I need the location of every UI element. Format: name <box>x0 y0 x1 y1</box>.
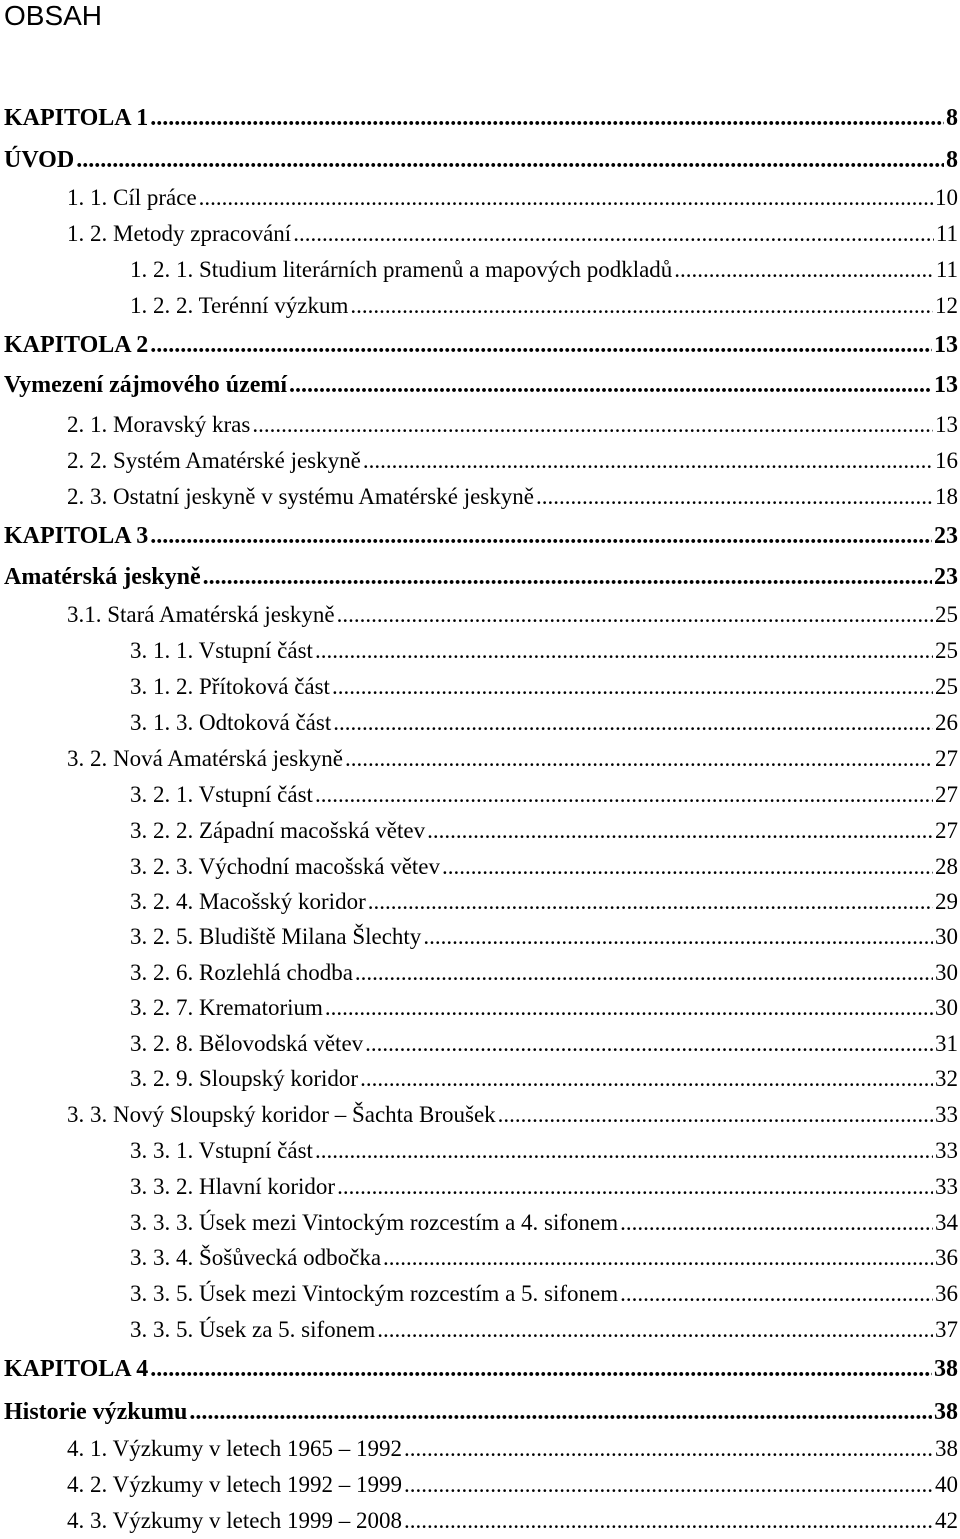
toc-entry-label: 3. 3. 4. Šošůvecká odbočka <box>130 1245 382 1270</box>
toc-entry-page-number: 11 <box>935 221 958 246</box>
toc-entry[interactable] <box>130 255 958 285</box>
toc-entry-page-number: 25 <box>935 638 958 663</box>
toc-entry-label: 3. 1. 1. Vstupní část <box>130 638 313 663</box>
toc-entry-page-number: 40 <box>935 1472 958 1497</box>
toc-entry-page-number: 18 <box>935 484 958 509</box>
toc-entry-page-number: 27 <box>935 746 958 771</box>
toc-entry[interactable] <box>130 887 958 917</box>
toc-entry-label: 3. 2. 5. Bludiště Milana Šlechty <box>130 924 422 949</box>
toc-entry[interactable] <box>4 521 958 551</box>
toc-entry-page-number: 25 <box>935 674 958 699</box>
toc-entry[interactable] <box>130 993 958 1023</box>
toc-entry[interactable] <box>67 446 958 476</box>
toc-entry-label: 3. 3. 5. Úsek mezi Vintockým rozcestím a 5. sifonem <box>130 1281 619 1306</box>
toc-entry[interactable] <box>130 291 958 321</box>
dot-leader <box>293 219 934 249</box>
toc-entry-label: 1. 2. 1. Studium literárních pramenů a mapových podkladů <box>130 257 673 282</box>
toc-entry-label: 2. 1. Moravský kras <box>67 412 251 437</box>
toc-entry[interactable] <box>4 103 958 133</box>
toc-entry-label: 4. 3. Výzkumy v letech 1999 – 2008 <box>67 1508 402 1533</box>
toc-entry-label: 3. 3. 2. Hlavní koridor <box>130 1174 336 1199</box>
toc-entry[interactable] <box>4 370 958 400</box>
toc-entry-page-number: 30 <box>935 960 958 985</box>
toc-entry-page-number: 28 <box>935 854 958 879</box>
dot-leader <box>150 103 944 133</box>
toc-entry-page-number: 27 <box>935 782 958 807</box>
dot-leader <box>337 1172 933 1202</box>
dot-leader <box>365 1029 933 1059</box>
toc-entry-label: 3. 2. 4. Macošský koridor <box>130 889 366 914</box>
toc-entry[interactable] <box>130 816 958 846</box>
toc-entry[interactable] <box>67 1434 958 1464</box>
dot-leader <box>620 1208 933 1238</box>
dot-leader <box>368 887 933 917</box>
toc-entry-label: ÚVOD <box>4 147 75 173</box>
toc-entry[interactable] <box>67 482 958 512</box>
toc-entry-label: 3. 3. 3. Úsek mezi Vintockým rozcestím a 4. sifonem <box>130 1210 619 1235</box>
dot-leader <box>150 521 932 551</box>
toc-entry-label: 3.1. Stará Amatérská jeskyně <box>67 602 335 627</box>
dot-leader <box>315 1136 933 1166</box>
toc-entry[interactable] <box>130 708 958 738</box>
toc-entry-label: 3. 2. 6. Rozlehlá chodba <box>130 960 353 985</box>
toc-entry[interactable] <box>67 1100 958 1130</box>
dot-leader <box>337 600 933 630</box>
dot-leader <box>404 1470 933 1500</box>
toc-entry-page-number: 33 <box>935 1102 958 1127</box>
dot-leader <box>150 330 932 360</box>
dot-leader <box>189 1397 932 1427</box>
dot-leader <box>404 1506 933 1536</box>
toc-entry-label: 3. 2. 2. Západní macošská větev <box>130 818 426 843</box>
dot-leader <box>315 780 933 810</box>
toc-entry-page-number: 26 <box>935 710 958 735</box>
toc-entry[interactable] <box>130 780 958 810</box>
toc-entry-page-number: 38 <box>934 1399 958 1425</box>
toc-entry[interactable] <box>67 1470 958 1500</box>
dot-leader <box>345 744 933 774</box>
dot-leader <box>199 183 933 213</box>
toc-entry[interactable] <box>130 958 958 988</box>
toc-entry-page-number: 38 <box>934 1356 958 1382</box>
toc-entry-page-number: 32 <box>935 1066 958 1091</box>
dot-leader <box>350 291 933 321</box>
dot-leader <box>203 562 932 592</box>
page-title: OBSAH <box>4 0 103 31</box>
dot-leader <box>315 636 933 666</box>
toc-entry[interactable] <box>67 410 958 440</box>
toc-entry[interactable] <box>130 1064 958 1094</box>
toc-entry-page-number: 16 <box>935 448 958 473</box>
toc-entry-label: 3. 2. 3. Východní macošská větev <box>130 854 441 879</box>
toc-entry[interactable] <box>130 922 958 952</box>
toc-entry-label: KAPITOLA 1 <box>4 105 149 131</box>
dot-leader <box>150 1354 932 1384</box>
toc-entry-label: 3. 1. 2. Přítoková část <box>130 674 330 699</box>
toc-entry-page-number: 30 <box>935 995 958 1020</box>
toc-entry[interactable] <box>130 852 958 882</box>
toc-entry-page-number: 30 <box>935 924 958 949</box>
toc-entry[interactable] <box>67 1506 958 1536</box>
toc-entry-label: 2. 2. Systém Amatérské jeskyně <box>67 448 361 473</box>
toc-entry[interactable] <box>67 600 958 630</box>
toc-entry[interactable] <box>130 636 958 666</box>
toc-entry-page-number: 10 <box>935 185 958 210</box>
toc-entry-label: 4. 1. Výzkumy v letech 1965 – 1992 <box>67 1436 402 1461</box>
dot-leader <box>423 922 933 952</box>
toc-entry-page-number: 42 <box>935 1508 958 1533</box>
toc-entry-label: 3. 2. Nová Amatérská jeskyně <box>67 746 343 771</box>
toc-entry-label: 3. 3. 5. Úsek za 5. sifonem <box>130 1317 376 1342</box>
toc-entry[interactable] <box>4 1354 958 1384</box>
toc-entry[interactable] <box>4 330 958 360</box>
toc-entry-label: 4. 2. Výzkumy v letech 1992 – 1999 <box>67 1472 402 1497</box>
toc-entry-page-number: 29 <box>935 889 958 914</box>
toc-entry-label: 1. 2. Metody zpracování <box>67 221 292 246</box>
dot-leader <box>383 1243 933 1273</box>
toc-entry-page-number: 25 <box>935 602 958 627</box>
toc-entry-page-number: 23 <box>934 523 958 549</box>
toc-entry-page-number: 31 <box>935 1031 958 1056</box>
toc-entry-label: 1. 2. 2. Terénní výzkum <box>130 293 349 318</box>
dot-leader <box>377 1315 933 1345</box>
toc-entry-label: Vymezení zájmového území <box>4 372 288 398</box>
toc-entry[interactable] <box>67 744 958 774</box>
toc-entry-page-number: 23 <box>934 564 958 590</box>
toc-entry-label: Historie výzkumu <box>4 1399 188 1425</box>
toc-entry-page-number: 8 <box>946 147 958 173</box>
dot-leader <box>289 370 932 400</box>
toc-entry-page-number: 8 <box>946 105 958 131</box>
toc-entry-page-number: 36 <box>935 1281 958 1306</box>
toc-entry-label: 3. 2. 7. Krematorium <box>130 995 323 1020</box>
dot-leader <box>620 1279 933 1309</box>
toc-entry-page-number: 12 <box>935 293 958 318</box>
toc-entry-page-number: 33 <box>935 1138 958 1163</box>
toc-entry[interactable] <box>130 672 958 702</box>
toc-entry[interactable] <box>4 562 958 592</box>
toc-entry[interactable] <box>130 1136 958 1166</box>
toc-entry-page-number: 37 <box>935 1317 958 1342</box>
toc-entry-label: 3. 2. 8. Bělovodská větev <box>130 1031 364 1056</box>
dot-leader <box>325 993 933 1023</box>
toc-entry-page-number: 36 <box>935 1245 958 1270</box>
toc-entry[interactable] <box>130 1315 958 1345</box>
dot-leader <box>674 255 934 285</box>
toc-entry-page-number: 27 <box>935 818 958 843</box>
toc-entry-page-number: 34 <box>935 1210 958 1235</box>
toc-entry-label: KAPITOLA 4 <box>4 1356 149 1382</box>
toc-entry-page-number: 13 <box>934 332 958 358</box>
toc-entry-page-number: 13 <box>935 412 958 437</box>
toc-entry[interactable] <box>67 219 958 249</box>
toc-entry[interactable] <box>130 1172 958 1202</box>
toc-entry[interactable] <box>130 1208 958 1238</box>
dot-leader <box>252 410 933 440</box>
dot-leader <box>363 446 933 476</box>
toc-entry-label: 3. 2. 1. Vstupní část <box>130 782 313 807</box>
toc-entry-label: KAPITOLA 3 <box>4 523 149 549</box>
dot-leader <box>332 672 933 702</box>
toc-entry-label: 3. 2. 9. Sloupský koridor <box>130 1066 359 1091</box>
dot-leader <box>333 708 933 738</box>
toc-entry-page-number: 38 <box>935 1436 958 1461</box>
toc-entry-label: 2. 3. Ostatní jeskyně v systému Amatérské jeskyně <box>67 484 534 509</box>
toc-entry-label: 3. 3. Nový Sloupský koridor – Šachta Broušek <box>67 1102 496 1127</box>
dot-leader <box>536 482 933 512</box>
toc-entry[interactable] <box>4 145 958 175</box>
dot-leader <box>442 852 933 882</box>
toc-entry[interactable] <box>130 1279 958 1309</box>
dot-leader <box>360 1064 933 1094</box>
toc-entry-label: 3. 3. 1. Vstupní část <box>130 1138 313 1163</box>
toc-entry[interactable] <box>67 183 958 213</box>
toc-entry-page-number: 11 <box>935 257 958 282</box>
toc-entry-label: Amatérská jeskyně <box>4 564 201 590</box>
toc-entry-page-number: 13 <box>934 372 958 398</box>
toc-entry-label: 1. 1. Cíl práce <box>67 185 197 210</box>
toc-entry[interactable] <box>130 1029 958 1059</box>
dot-leader <box>355 958 933 988</box>
dot-leader <box>498 1100 933 1130</box>
dot-leader <box>427 816 933 846</box>
toc-entry[interactable] <box>130 1243 958 1273</box>
toc-entry[interactable] <box>4 1397 958 1427</box>
toc-entry-label: 3. 1. 3. Odtoková část <box>130 710 332 735</box>
toc-entry-page-number: 33 <box>935 1174 958 1199</box>
toc-entry-label: KAPITOLA 2 <box>4 332 149 358</box>
dot-leader <box>404 1434 933 1464</box>
dot-leader <box>76 145 944 175</box>
